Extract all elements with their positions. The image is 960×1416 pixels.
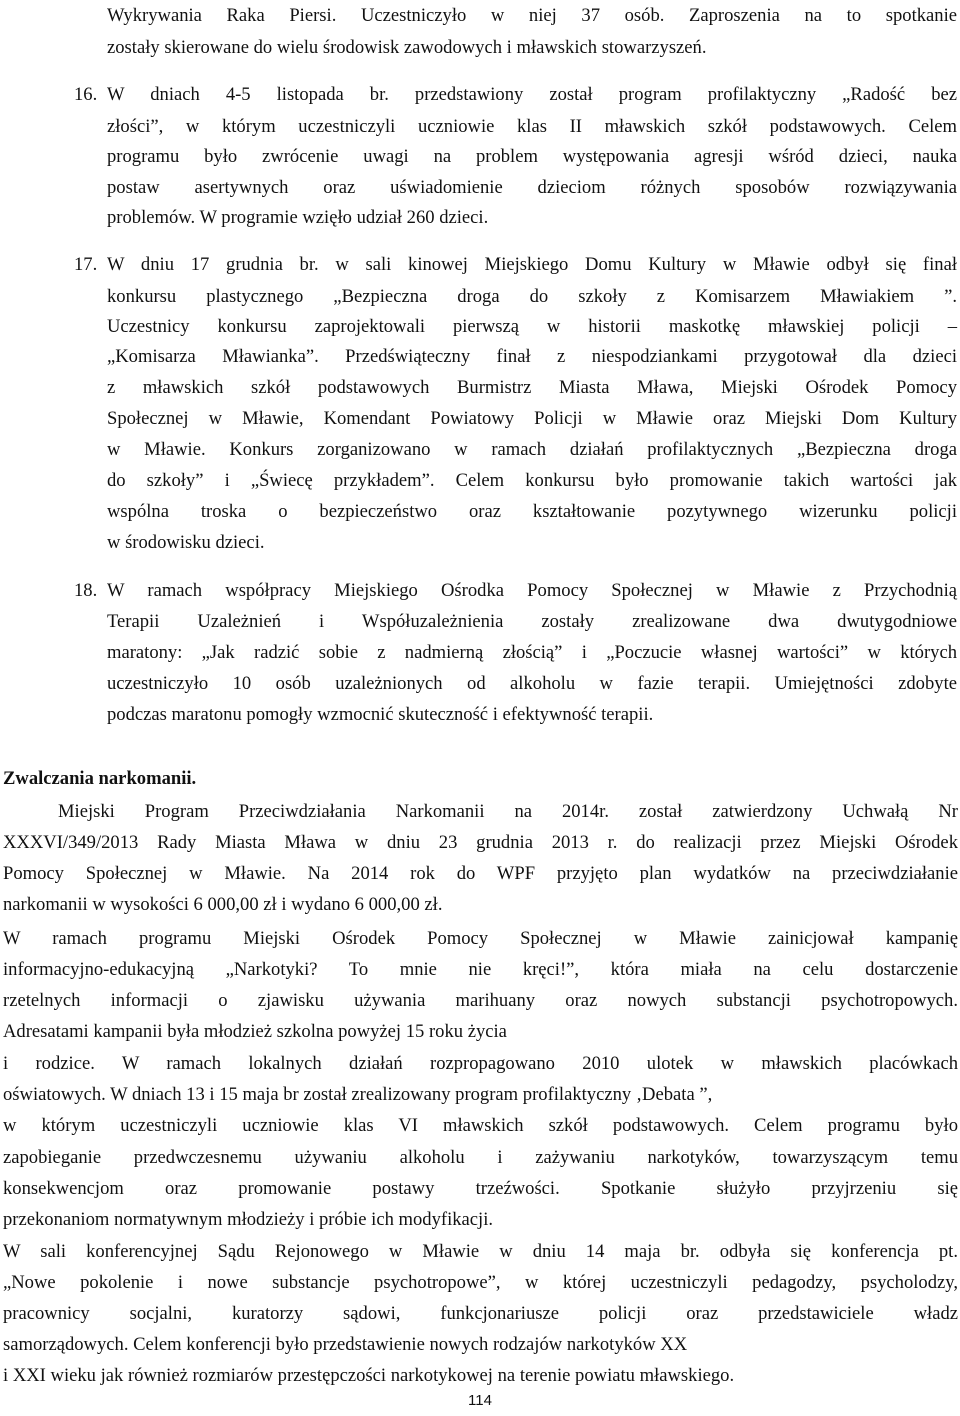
- paragraph-line: konsekwencjom oraz promowanie postawy trzeźwości. Spotkanie służyło przyjrzeniu się: [3, 1178, 958, 1199]
- paragraph-line: w środowisku dzieci.: [107, 532, 265, 553]
- paragraph-line: pracownicy socjalni, kuratorzy sądowi, funkcjonariusze policji oraz przedstawiciele władz: [3, 1303, 958, 1324]
- paragraph-line: programu było zwrócenie uwagi na problem występowania agresji wśród dzieci, nauka: [107, 146, 957, 167]
- paragraph-line: konkursu plastycznego „Bezpieczna droga do szkoły z Komisarzem Mławiakiem ”.: [107, 286, 957, 307]
- paragraph-line: „Komisarza Mławianka”. Przedświąteczny finał z niespodziankami przygotował dla dzieci: [107, 346, 957, 367]
- paragraph-line: informacyjno-edukacyjną „Narkotyki? To mnie nie kręci!”, która miała na celu dostarczenie: [3, 959, 958, 980]
- paragraph-line: W ramach programu Miejski Ośrodek Pomocy Społecznej w Mławie zainicjował kampanię: [3, 928, 958, 949]
- paragraph-line: W ramach współpracy Miejskiego Ośrodka Pomocy Społecznej w Mławie z Przychodnią: [107, 580, 957, 601]
- paragraph-line: zapobieganie przedwczesnemu używaniu alkoholu i zażywaniu narkotyków, towarzyszącym temu: [3, 1147, 958, 1168]
- paragraph-line: Adresatami kampanii była młodzież szkolna powyżej 15 roku życia: [3, 1021, 507, 1042]
- page-number: 114: [468, 1392, 492, 1409]
- paragraph-line: Miejski Program Przeciwdziałania Narkomanii na 2014r. został zatwierdzony Uchwałą Nr: [58, 801, 958, 822]
- paragraph-line: z mławskich szkół podstawowych Burmistrz Miasta Mława, Miejski Ośrodek Pomocy: [107, 377, 957, 398]
- paragraph-line: w Mławie. Konkurs zorganizowano w ramach działań profilaktycznych „Bezpieczna droga: [107, 439, 957, 460]
- paragraph-line: w którym uczestniczyli uczniowie klas VI mławskich szkół podstawowych. Celem programu było: [3, 1115, 958, 1136]
- paragraph-line: samorządowych. Celem konferencji było przedstawienie nowych rodzajów narkotyków XX: [3, 1334, 688, 1355]
- paragraph-line: złości”, w którym uczestniczyli uczniowie klas II mławskich szkół podstawowych. Celem: [107, 116, 957, 137]
- list-number: 16.: [74, 84, 98, 105]
- list-number: 17.: [74, 254, 98, 275]
- paragraph-line: i rodzice. W ramach lokalnych działań rozpropagowano 2010 ulotek w mławskich placówkach: [3, 1053, 958, 1074]
- paragraph-line: Wykrywania Raka Piersi. Uczestniczyło w niej 37 osób. Zaproszenia na to spotkanie: [107, 5, 957, 26]
- paragraph-line: „Nowe pokolenie i nowe substancje psychotropowe”, w której uczestniczyli pedagodzy, psycholodzy,: [3, 1272, 958, 1293]
- paragraph-line: problemów. W programie wzięło udział 260 dzieci.: [107, 207, 489, 228]
- list-number: 18.: [74, 580, 98, 601]
- paragraph-line: W dniach 4-5 listopada br. przedstawiony został program profilaktyczny „Radość bez: [107, 84, 957, 105]
- paragraph-line: Pomocy Społecznej w Mławie. Na 2014 rok do WPF przyjęto plan wydatków na przeciwdziałanie: [3, 863, 958, 884]
- paragraph-line: Terapii Uzależnień i Współuzależnienia zostały zrealizowane dwa dwutygodniowe: [107, 611, 957, 632]
- paragraph-line: zostały skierowane do wielu środowisk zawodowych i mławskich stowarzyszeń.: [107, 37, 707, 58]
- paragraph-line: postaw asertywnych oraz uświadomienie dzieciom różnych sposobów rozwiązywania: [107, 177, 957, 198]
- paragraph-line: do szkoły” i „Świecę przykładem”. Celem konkursu było promowanie takich wartości jak: [107, 470, 957, 491]
- section-heading: Zwalczania narkomanii.: [3, 768, 197, 789]
- paragraph-line: oświatowych. W dniach 13 i 15 maja br został zrealizowany program profilaktyczny ‚Debata ”,: [3, 1084, 713, 1105]
- paragraph-line: uczestniczyło 10 osób uzależnionych od alkoholu w fazie terapii. Umiejętności zdobyte: [107, 673, 957, 694]
- paragraph-line: Społecznej w Mławie, Komendant Powiatowy Policji w Mławie oraz Miejski Dom Kultury: [107, 408, 957, 429]
- paragraph-line: W sali konferencyjnej Sądu Rejonowego w Mławie w dniu 14 maja br. odbyła się konferencja pt.: [3, 1241, 958, 1262]
- paragraph-line: podczas maratonu pomogły wzmocnić skuteczność i efektywność terapii.: [107, 704, 654, 725]
- paragraph-line: rzetelnych informacji o zjawisku używania marihuany oraz nowych substancji psychotropowych.: [3, 990, 958, 1011]
- paragraph-line: maratony: „Jak radzić sobie z nadmierną złością” i „Poczucie własnej wartości” w których: [107, 642, 957, 663]
- paragraph-line: przekonaniom normatywnym młodzieży i próbie ich modyfikacji.: [3, 1209, 494, 1230]
- paragraph-line: Uczestnicy konkursu zaprojektowali pierwszą w historii maskotkę mławskiej policji –: [107, 316, 957, 337]
- paragraph-line: wspólna troska o bezpieczeństwo oraz kształtowanie pozytywnego wizerunku policji: [107, 501, 957, 522]
- paragraph-line: narkomanii w wysokości 6 000,00 zł i wydano 6 000,00 zł.: [3, 894, 443, 915]
- paragraph-line: W dniu 17 grudnia br. w sali kinowej Miejskiego Domu Kultury w Mławie odbył się finał: [107, 254, 957, 275]
- paragraph-line: XXXVI/349/2013 Rady Miasta Mława w dniu 23 grudnia 2013 r. do realizacji przez Miejski Ośrodek: [3, 832, 958, 853]
- paragraph-line: i XXI wieku jak również rozmiarów przestępczości narkotykowej na terenie powiatu mławskiego.: [3, 1365, 735, 1386]
